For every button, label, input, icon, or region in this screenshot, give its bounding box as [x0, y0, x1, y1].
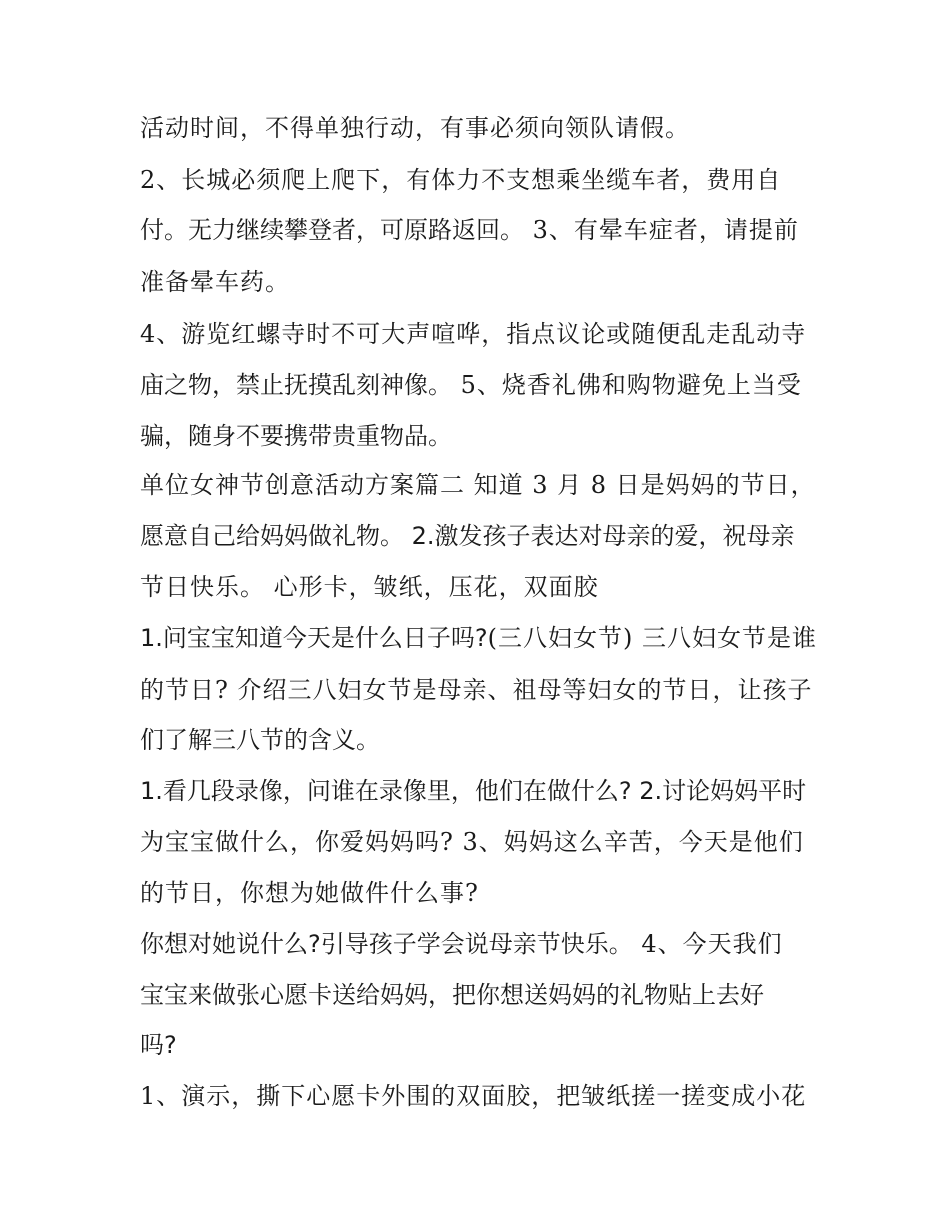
- text-line-6: 庙之物，禁止抚摸乱刻神像。 5、烧香礼佛和购物避免上当受: [140, 371, 802, 399]
- text-line-2: 2、长城必须爬上爬下，有体力不支想乘坐缆车者，费用自: [140, 166, 782, 194]
- text-line-5: 4、游览红螺寺时不可大声喧哗，指点议论或随便乱走乱动寺: [140, 320, 807, 348]
- text-line-17: 你想对她说什么?引导孩子学会说母亲节快乐。 4、今天我们: [140, 930, 783, 958]
- text-line-19: 吗?: [140, 1031, 177, 1059]
- text-line-8: 单位女神节创意活动方案篇二 知道 3 月 8 日是妈妈的节日，: [140, 471, 816, 499]
- text-line-1: 活动时间，不得单独行动，有事必须向领队请假。: [140, 114, 690, 142]
- text-line-7: 骗，随身不要携带贵重物品。: [140, 422, 452, 450]
- text-line-13: 们了解三八节的含义。: [140, 726, 380, 754]
- text-line-20: 1、演示，撕下心愿卡外围的双面胶，把皱纸搓一搓变成小花: [140, 1082, 807, 1110]
- text-line-16: 的节日，你想为她做件什么事?: [140, 879, 479, 907]
- text-line-15: 为宝宝做什么，你爱妈妈吗? 3、妈妈这么辛苦，今天是他们: [140, 828, 804, 856]
- text-line-10: 节日快乐。 心形卡，皱纸，压花，双面胶: [140, 573, 599, 601]
- text-line-18: 宝宝来做张心愿卡送给妈妈，把你想送妈妈的礼物贴上去好: [140, 981, 764, 1009]
- text-line-4: 准备晕车药。: [140, 268, 290, 296]
- text-line-3: 付。无力继续攀登者，可原路返回。 3、有晕车症者，请提前: [140, 216, 799, 244]
- text-line-11: 1.问宝宝知道今天是什么日子吗?(三八妇女节) 三八妇女节是谁: [140, 624, 817, 652]
- text-line-14: 1.看几段录像，问谁在录像里，他们在做什么? 2.讨论妈妈平时: [140, 777, 807, 805]
- text-line-12: 的节日? 介绍三八妇女节是母亲、祖母等妇女的节日，让孩子: [140, 676, 813, 704]
- text-line-9: 愿意自己给妈妈做礼物。 2.激发孩子表达对母亲的爱，祝母亲: [140, 522, 795, 550]
